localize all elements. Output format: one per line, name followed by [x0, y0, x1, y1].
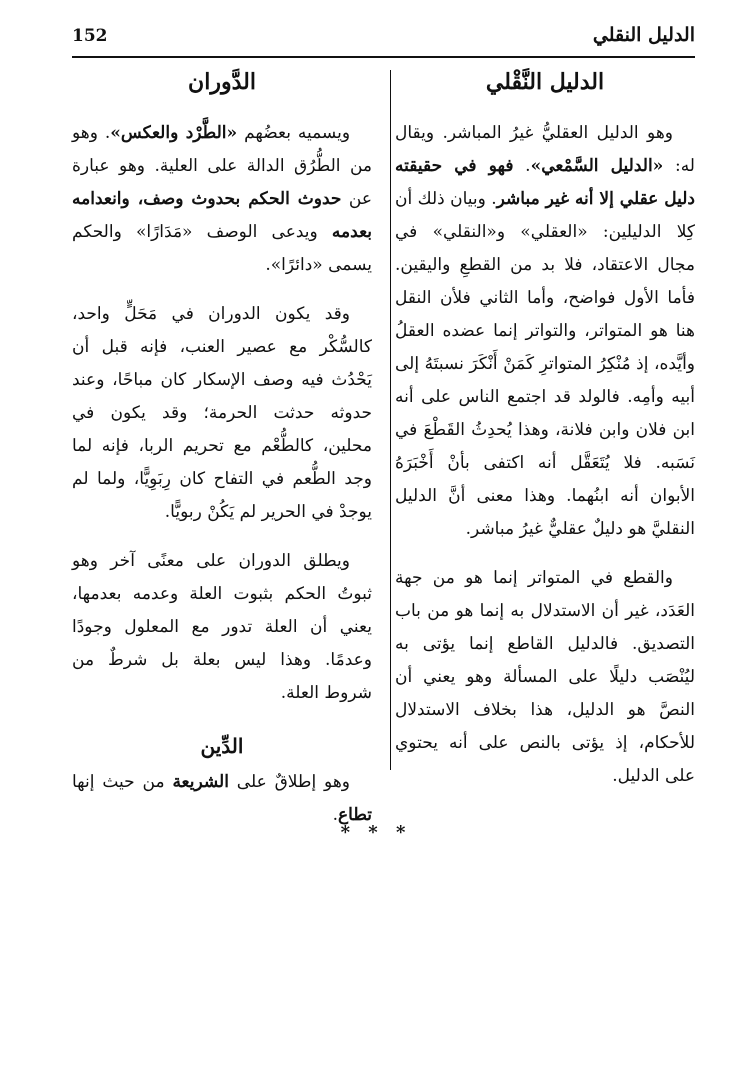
- paragraph: [395, 117, 695, 546]
- text-run: . وبيان ذلك أن كِلا الدليلين: «العقلي» و«النقلي» في مجال الاعتقاد، فلا بد من القطعِ واليقين. فأما الأول فواضح، وأما الثاني فلأن النقل هنا هو المتواتر، والتواتر إنما عضده العقلُ وأيَّده، إذ مُنْكِرُ المتواترِ كَمَنْ أَنْكَرَ نسبتَهُ إلى أبيه وأمِه. فالولد قد اجتمع الناس على أنه ابن فلان وابن فلانة، وهذا يُحدِثُ القَطْعَ في نَسَبه. فلا يُتَعَقَّل أنه اكتفى بأنْ أَخْبَرَهُ الأبوان أنه ابنُهما. وهذا معنى أنَّ الدليل النقليَّ هو دليلٌ عقليٌّ غيرُ مباشر.: [395, 188, 695, 539]
- section-separator: * * *: [340, 822, 412, 843]
- running-title: الدليل النقلي: [592, 24, 695, 46]
- section-title-dawaran: الدَّوران: [188, 69, 256, 95]
- section-title-naqli: الدليل النَّقْلي: [485, 69, 605, 95]
- text-run: . وهو من الطُّرُق الدالة على العلية. وهو عبارة عن: [72, 122, 373, 209]
- column-divider: [390, 70, 391, 770]
- left-column: [72, 62, 372, 840]
- text-run: وقد يكون الدوران في مَحَلٍّ واحد، كالسُّكْر مع عصير العنب، فإنه قبل أن يَحْدُث فيه وصف الإسكار كان مباحًا، وعند حدوثه حدثت الحرمة؛ وقد يكون في محلين، كالطُّعْم مع تحريم الربا، فإنه لما وجد الطُّعم في التفاح كان رِبَوِيًّا، ولما لم يوجدْ في الحرير لم يَكُنْ ربويًّا.: [72, 303, 372, 522]
- right-column: [395, 62, 695, 801]
- paragraph: [72, 298, 372, 529]
- text-run: وهو إطلاقٌ على: [228, 771, 351, 792]
- text-run: .: [513, 155, 531, 176]
- bold-term: «الدليل السَّمْعي»: [530, 155, 664, 176]
- page-header: [72, 22, 695, 58]
- bold-term: الشريعة: [172, 771, 229, 792]
- bold-definition: حدوث الحكم بحدوث وصف، وانعدامه بعدمه: [72, 188, 372, 242]
- text-run: ويسميه بعضُهم: [237, 122, 351, 143]
- two-column-body: [72, 62, 695, 842]
- bold-term: «الطَّرْد والعكس»: [110, 122, 238, 143]
- paragraph: [395, 562, 695, 793]
- text-run: ويدعى الوصف «مَدَارًا» والحكم يسمى «دائرًا».: [72, 221, 372, 275]
- text-run: .: [332, 804, 338, 825]
- bold-statement: فهو في حقيقته دليل عقلي إلا أنه غير مباشر: [395, 155, 695, 209]
- paragraph: [72, 545, 372, 710]
- bold-term: تطاع: [338, 804, 372, 825]
- paragraph: [72, 117, 372, 282]
- text-run: ويطلق الدوران على معنًى آخر وهو ثبوتُ الحكم بثبوت العلة وعدمه بعدمها، يعني أن العلة تدور مع المعلول وجودًا وعدمًا. وهذا ليس بعلة بل شرطٌ من شروط العلة.: [72, 550, 372, 703]
- text-run: من حيث إنها: [72, 771, 173, 792]
- section-title-din: الدِّين: [200, 733, 244, 758]
- text-run: والقطع في المتواتر إنما هو من جهة العَدَد، غير أن الاستدلال به إنما هو من باب التصديق. فالدليل القاطع إنما يؤتى به ليُنْصَب دليلًا على المسألة وهو يعني أن النصَّ هو الدليل، هذا بخلاف الاستدلال للأحكام، إذ يؤتى بالنص على أنه يحتوي على الدليل.: [395, 567, 695, 786]
- page-number: 152: [72, 26, 108, 46]
- text-run: وهو الدليل العقليُّ غيرُ المباشر. ويقال له:: [395, 122, 695, 176]
